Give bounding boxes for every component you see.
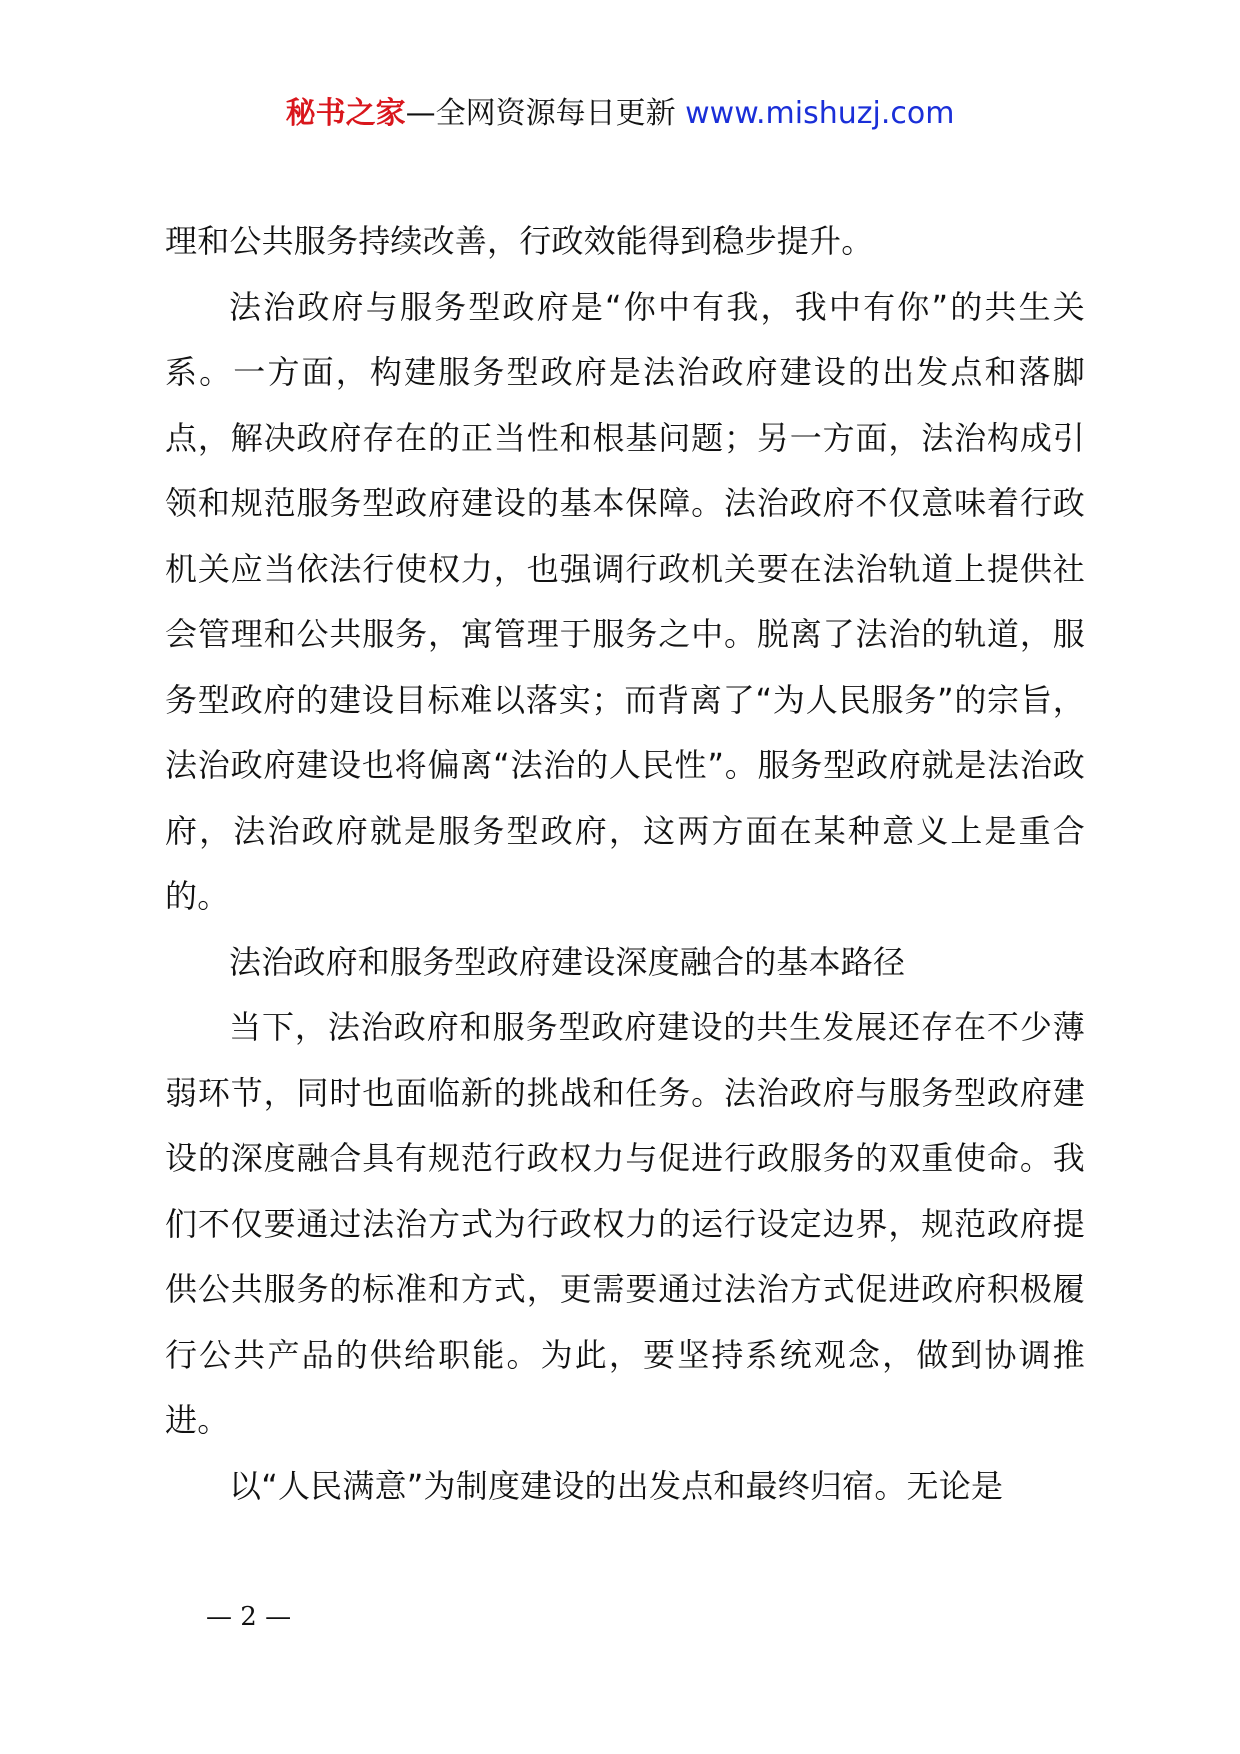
section-heading: 法治政府和服务型政府建设深度融合的基本路径 <box>229 942 906 981</box>
paragraph: 法治政府与服务型政府是“你中有我，我中有你”的共生关系。一方面，构建服务型政府是法治政府建设的出发点和落脚点，解决政府存在的正当性和根基问题；另一方面，法治构成引领和规范服务型政府建设的基本保障。法治政府不仅意味着行政机关应当依法行使权力，也强调行政机关要在法治轨道上提供社会管理和公共服务，寓管理于服务之中。脱离了法治的轨道，服务型政府的建设目标难以落实；而背离了“为人民服务”的宗旨，法治政府建设也将偏离“法治的人民性”。服务型政府就是法治政府，法治政府就是服务型政府，这两方面在某种意义上是重合的。 <box>165 287 1085 915</box>
site-slogan: —全网资源每日更新 <box>405 96 676 131</box>
site-brand: 秘书之家 <box>285 96 406 131</box>
site-url-link[interactable]: www.mishuzj.com <box>685 96 955 131</box>
paragraph-continuation: 理和公共服务持续改善，行政效能得到稳步提升。 <box>165 222 874 260</box>
page-number: — 2 — <box>206 1602 292 1632</box>
site-header <box>0 94 1240 134</box>
paragraph: 当下，法治政府和服务型政府建设的共生发展还存在不少薄弱环节，同时也面临新的挑战和任务。法治政府与服务型政府建设的深度融合具有规范行政权力与促进行政服务的双重使命。我们不仅要通过法治方式为行政权力的运行设定边界，规范政府提供公共服务的标准和方式，更需要通过法治方式促进政府积极履行公共产品的供给职能。为此，要坚持系统观念，做到协调推进。 <box>165 1008 1085 1439</box>
paragraph: 以“人民满意”为制度建设的出发点和最终归宿。无论是 <box>229 1466 1004 1505</box>
document-body <box>165 209 1085 1519</box>
